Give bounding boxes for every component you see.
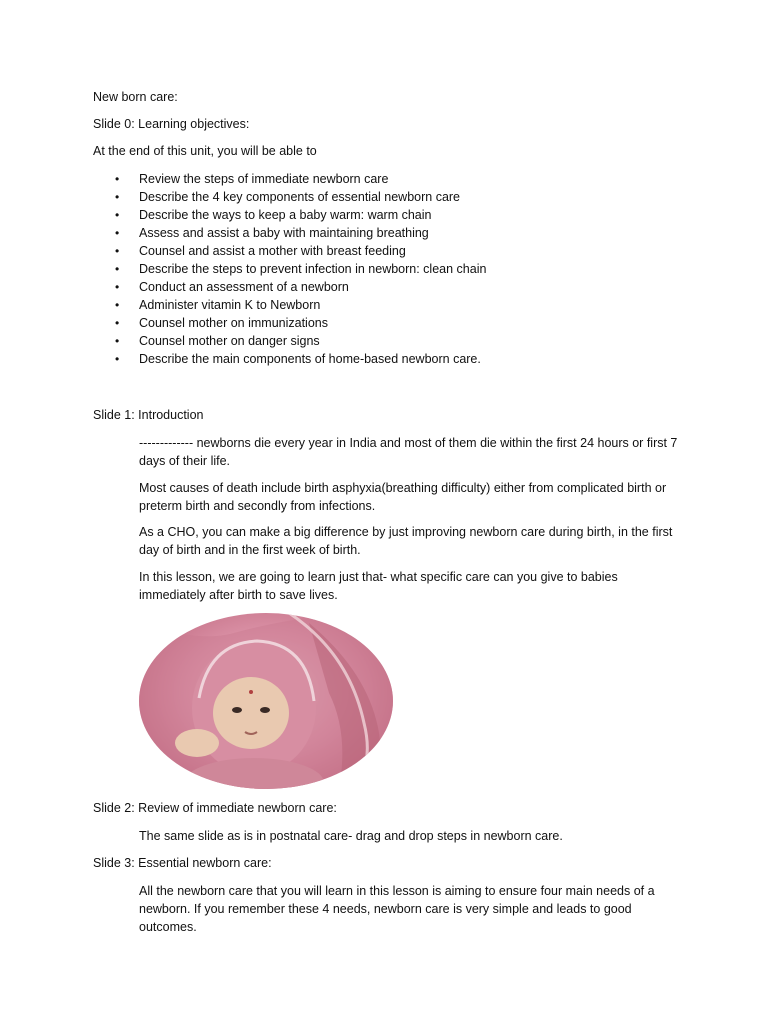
bullet-icon: • xyxy=(115,244,120,258)
slide1-paragraph: In this lesson, we are going to learn just that- what specific care can you give to babies immediately after birth to save lives. xyxy=(139,570,618,602)
list-item: • Counsel mother on danger signs xyxy=(115,334,320,348)
list-item: • Review the steps of immediate newborn care xyxy=(115,172,389,186)
objectives-list xyxy=(93,170,653,368)
list-item: • Describe the main components of home-based newborn care. xyxy=(115,352,481,366)
newborn-illustration xyxy=(139,613,393,789)
slide1-paragraph: ------------- newborns die every year in India and most of them die within the first 24 hours or first 7 days of their life. xyxy=(139,436,678,468)
slide0-heading: Slide 0: Learning objectives: xyxy=(93,117,250,131)
slide2-text: The same slide as is in postnatal care- drag and drop steps in newborn care. xyxy=(139,829,563,843)
newborn-photo-icon xyxy=(139,613,393,789)
list-item: • Describe the steps to prevent infection in newborn: clean chain xyxy=(115,262,487,276)
doc-title: New born care: xyxy=(93,90,178,104)
bullet-icon: • xyxy=(115,208,120,222)
slide3-heading: Slide 3: Essential newborn care: xyxy=(93,856,272,870)
bullet-icon: • xyxy=(115,262,120,276)
list-item: • Conduct an assessment of a newborn xyxy=(115,280,349,294)
bullet-icon: • xyxy=(115,280,120,294)
list-item: • Counsel and assist a mother with breast feeding xyxy=(115,244,406,258)
slide1-paragraph: Most causes of death include birth asphyxia(breathing difficulty) either from complicated birth or preterm birth and secondly from infections. xyxy=(139,481,667,513)
slide3-text: All the newborn care that you will learn in this lesson is aiming to ensure four main needs of a newborn. If you remember these 4 needs, newborn care is very simple and leads to good outcomes. xyxy=(139,884,655,934)
list-item: • Describe the ways to keep a baby warm: warm chain xyxy=(115,208,432,222)
list-item: • Administer vitamin K to Newborn xyxy=(115,298,321,312)
bullet-icon: • xyxy=(115,190,120,204)
bullet-icon: • xyxy=(115,298,120,312)
bullet-icon: • xyxy=(115,226,120,240)
list-item: • Assess and assist a baby with maintaining breathing xyxy=(115,226,429,240)
bullet-icon: • xyxy=(115,316,120,330)
bullet-icon: • xyxy=(115,352,120,366)
slide1-paragraph: As a CHO, you can make a big difference by just improving newborn care during birth, in the first day of birth and in the first week of birth. xyxy=(139,525,673,557)
list-item: • Describe the 4 key components of essential newborn care xyxy=(115,190,461,204)
bullet-icon: • xyxy=(115,172,120,186)
intro-line: At the end of this unit, you will be able to xyxy=(93,144,317,158)
bullet-icon: • xyxy=(115,334,120,348)
slide2-heading: Slide 2: Review of immediate newborn care: xyxy=(93,801,337,815)
list-item: • Counsel mother on immunizations xyxy=(115,316,328,330)
slide1-heading: Slide 1: Introduction xyxy=(93,408,204,422)
